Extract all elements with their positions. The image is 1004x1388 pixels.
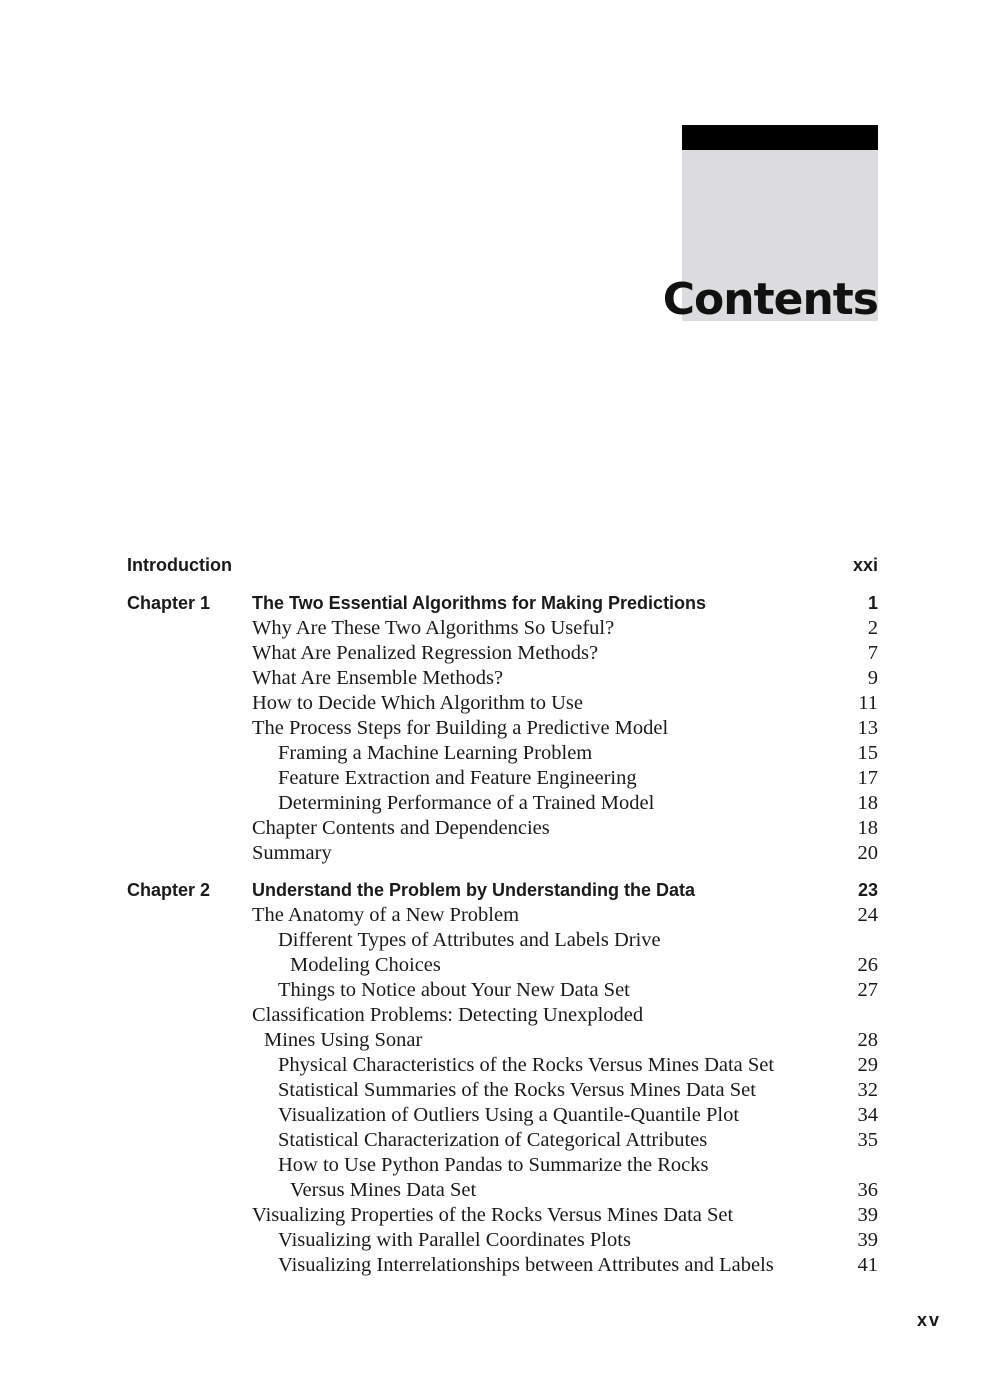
toc-page-number: 39 (857, 1204, 878, 1226)
toc-entry-title: Classification Problems: Detecting Unexploded (252, 1004, 644, 1026)
toc-entry (0, 691, 1004, 716)
toc-page-number: 41 (857, 1254, 878, 1276)
toc-page-number: 18 (857, 792, 878, 814)
toc-page-number: 20 (857, 842, 878, 864)
toc-entry-title: How to Use Python Pandas to Summarize the Rocks (278, 1154, 709, 1176)
toc-chapter-2 (0, 878, 1004, 903)
toc-entry-title: Visualizing Properties of the Rocks Versus Mines Data Set (252, 1204, 734, 1226)
toc-page-number: 34 (857, 1104, 878, 1126)
toc-entry (0, 903, 1004, 928)
toc-entry-title: Visualization of Outliers Using a Quantile-Quantile Plot (278, 1104, 740, 1126)
toc-page-number: 32 (857, 1079, 878, 1101)
toc-page-number: 28 (857, 1029, 878, 1051)
toc-entry (0, 741, 1004, 766)
toc-entry (0, 1228, 1004, 1253)
toc-page-number: 7 (867, 642, 878, 664)
toc-page-number: 35 (857, 1129, 878, 1151)
toc-page-number: 17 (857, 767, 878, 789)
toc-entry (0, 816, 1004, 841)
toc-page-number: 1 (867, 593, 878, 613)
toc-entry-title: Things to Notice about Your New Data Set (278, 979, 630, 1001)
toc-page-number: 2 (867, 617, 878, 639)
toc-entry (0, 1103, 1004, 1128)
toc-entry-title: Summary (252, 842, 332, 864)
toc-entry (0, 1078, 1004, 1103)
toc-entry (0, 1053, 1004, 1078)
toc-entry (0, 1028, 1004, 1053)
toc-entry-title: Physical Characteristics of the Rocks Versus Mines Data Set (278, 1054, 775, 1076)
toc-entry-title: What Are Ensemble Methods? (252, 667, 504, 689)
toc-chapter-title: The Two Essential Algorithms for Making Predictions (252, 593, 707, 613)
toc-chapter-title: Understand the Problem by Understanding the Data (252, 880, 696, 900)
toc-entry (0, 928, 1004, 953)
toc-page-number: 11 (858, 692, 878, 714)
toc-page-number: 27 (857, 979, 878, 1001)
toc-entry-title: The Process Steps for Building a Predictive Model (252, 717, 669, 739)
toc-page-number: 29 (857, 1054, 878, 1076)
toc-entry (0, 666, 1004, 691)
toc-entry-title: Determining Performance of a Trained Model (278, 792, 655, 814)
toc-page-number: 9 (867, 667, 878, 689)
toc-entry (0, 1203, 1004, 1228)
toc-page-number: 36 (857, 1179, 878, 1201)
toc-entry-title: Statistical Summaries of the Rocks Versus Mines Data Set (278, 1079, 756, 1101)
toc-page-number: 23 (857, 880, 878, 900)
toc-entry-title: Visualizing Interrelationships between Attributes and Labels (278, 1254, 774, 1276)
toc-entry (0, 1003, 1004, 1028)
toc-page-number: 26 (857, 954, 878, 976)
toc-page-number: 24 (857, 904, 878, 926)
toc-entry (0, 953, 1004, 978)
toc-entry (0, 616, 1004, 641)
toc-page-number: 39 (857, 1229, 878, 1251)
toc-chapter-label: Chapter 2 (127, 880, 211, 900)
toc-entry-title: Statistical Characterization of Categorical Attributes (278, 1129, 708, 1151)
toc-entry-title: Framing a Machine Learning Problem (278, 742, 593, 764)
page-number: xv (916, 1310, 941, 1330)
toc-entry-title: Mines Using Sonar (264, 1029, 423, 1051)
toc-entry-title: The Anatomy of a New Problem (252, 904, 520, 926)
toc-entry (0, 766, 1004, 791)
page-title: Contents (662, 274, 878, 325)
toc-entry (0, 716, 1004, 741)
toc-page-number: 15 (857, 742, 878, 764)
toc-entry (0, 1178, 1004, 1203)
toc-page-number: 18 (857, 817, 878, 839)
toc-entry-title: Why Are These Two Algorithms So Useful? (252, 617, 615, 639)
toc-entry-title: Chapter Contents and Dependencies (252, 817, 550, 839)
toc-entry-title: What Are Penalized Regression Methods? (252, 642, 599, 664)
toc-chapter-1 (0, 591, 1004, 616)
toc-entry (0, 791, 1004, 816)
toc-entry (0, 841, 1004, 866)
toc-entry-title: Feature Extraction and Feature Engineering (278, 767, 637, 789)
toc-chapter-label: Chapter 1 (127, 593, 211, 613)
toc-entry-title: Different Types of Attributes and Labels Drive (278, 929, 661, 951)
toc-entry (0, 1128, 1004, 1153)
toc-entry (0, 641, 1004, 666)
toc-page-number: 13 (857, 717, 878, 739)
toc-entry-title: Modeling Choices (290, 954, 441, 976)
toc-introduction-label: Introduction (127, 555, 232, 575)
toc-introduction (0, 553, 1004, 578)
toc-entry (0, 1153, 1004, 1178)
toc-entry-title: How to Decide Which Algorithm to Use (252, 692, 583, 714)
toc-entry-title: Visualizing with Parallel Coordinates Plots (278, 1229, 631, 1251)
toc-entry-title: Versus Mines Data Set (290, 1179, 477, 1201)
toc-entry (0, 978, 1004, 1003)
toc-page-number: xxi (852, 555, 878, 575)
toc-entry (0, 1253, 1004, 1278)
